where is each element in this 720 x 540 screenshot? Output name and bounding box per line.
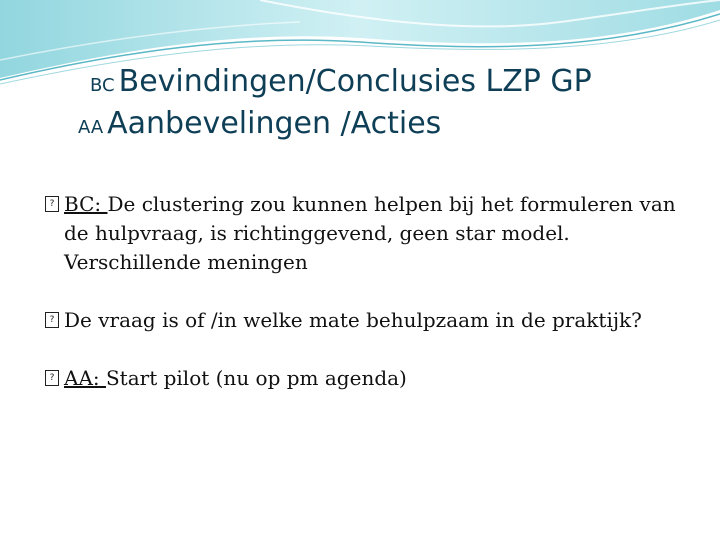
- title-line-2: [78, 106, 441, 141]
- bullet-lead: BC:: [64, 192, 108, 216]
- bullet-item: [45, 306, 685, 335]
- bullet-item: [45, 190, 685, 277]
- title-line-1: [90, 64, 592, 99]
- title-prefix-aa: AA: [78, 117, 104, 138]
- bullet-text: De vraag is of /in welke mate behulpzaam in de praktijk?: [64, 308, 642, 332]
- title-text-2: Aanbevelingen /Acties: [107, 106, 442, 141]
- title-prefix-bc: BC: [90, 75, 115, 96]
- missing-glyph-icon: ?: [45, 370, 59, 386]
- bullet-lead: AA:: [64, 366, 106, 390]
- missing-glyph-icon: ?: [45, 312, 59, 328]
- missing-glyph-icon: ?: [45, 196, 59, 212]
- title-text-1: Bevindingen/Conclusies LZP GP: [118, 64, 592, 99]
- slide-body: [45, 190, 685, 393]
- bullet-text: Start pilot (nu op pm agenda): [105, 366, 407, 390]
- bullet-text: De clustering zou kunnen helpen bij het formuleren van de hulpvraag, is richtinggevend, geen star model. Verschillende meningen: [64, 192, 676, 274]
- bullet-item: [45, 364, 685, 393]
